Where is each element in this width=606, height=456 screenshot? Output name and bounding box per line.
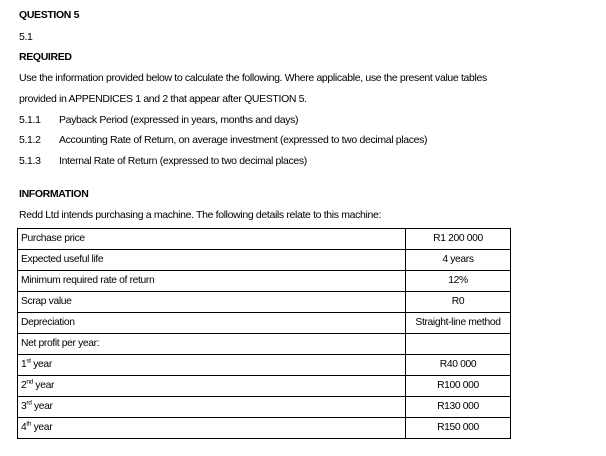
- year-label: [18, 397, 406, 418]
- information-heading: INFORMATION: [19, 188, 89, 200]
- year-number: 1: [21, 359, 27, 370]
- table-row: [18, 271, 511, 292]
- year-label: [18, 418, 406, 439]
- row-value: R0: [406, 292, 511, 313]
- item-number: 5.1.1: [19, 114, 41, 126]
- item-number: 5.1.3: [19, 155, 41, 167]
- table-row: [18, 397, 511, 418]
- question-title: QUESTION 5: [19, 9, 80, 21]
- item-number: 5.1.2: [19, 134, 41, 146]
- row-value: 12%: [406, 271, 511, 292]
- row-value: 4 years: [406, 250, 511, 271]
- table-row: [18, 292, 511, 313]
- table-row: [18, 229, 511, 250]
- machine-details-table: [17, 228, 511, 439]
- year-word: year: [31, 401, 53, 412]
- item-text: Payback Period (expressed in years, months and days): [59, 114, 299, 126]
- row-value: R1 200 000: [406, 229, 511, 250]
- ordinal-suffix: th: [26, 420, 32, 428]
- information-intro: Redd Ltd intends purchasing a machine. The following details relate to this machine:: [19, 209, 382, 221]
- table-row: [18, 376, 511, 397]
- required-heading: REQUIRED: [19, 51, 72, 63]
- year-number: 2: [21, 380, 27, 391]
- row-label: Minimum required rate of return: [18, 271, 406, 292]
- year-label: [18, 376, 406, 397]
- year-value: R100 000: [406, 376, 511, 397]
- year-number: 4: [21, 422, 27, 433]
- table-row: [18, 355, 511, 376]
- row-value: Straight-line method: [406, 313, 511, 334]
- year-label: [18, 355, 406, 376]
- row-value: [406, 334, 511, 355]
- question-number: 5.1: [19, 31, 33, 43]
- ordinal-suffix: rd: [26, 399, 32, 407]
- item-text: Internal Rate of Return (expressed to two decimal places): [59, 155, 307, 167]
- year-value: R150 000: [406, 418, 511, 439]
- table-row: [18, 313, 511, 334]
- year-word: year: [30, 359, 52, 370]
- table-row: [18, 334, 511, 355]
- ordinal-suffix: nd: [26, 378, 33, 386]
- year-word: year: [31, 422, 53, 433]
- table-row: [18, 418, 511, 439]
- year-number: 3: [21, 401, 27, 412]
- row-label: Purchase price: [18, 229, 406, 250]
- row-label: Depreciation: [18, 313, 406, 334]
- row-label: Scrap value: [18, 292, 406, 313]
- instruction-line-1: Use the information provided below to calculate the following. Where applicable, use the present value tables: [19, 72, 487, 84]
- row-label: Expected useful life: [18, 250, 406, 271]
- instruction-line-2: provided in APPENDICES 1 and 2 that appear after QUESTION 5.: [19, 93, 307, 105]
- table-row: [18, 250, 511, 271]
- year-value: R40 000: [406, 355, 511, 376]
- item-text: Accounting Rate of Return, on average investment (expressed to two decimal places): [59, 134, 428, 146]
- ordinal-suffix: st: [26, 357, 31, 365]
- year-word: year: [32, 380, 55, 391]
- year-value: R130 000: [406, 397, 511, 418]
- row-label: Net profit per year:: [18, 334, 406, 355]
